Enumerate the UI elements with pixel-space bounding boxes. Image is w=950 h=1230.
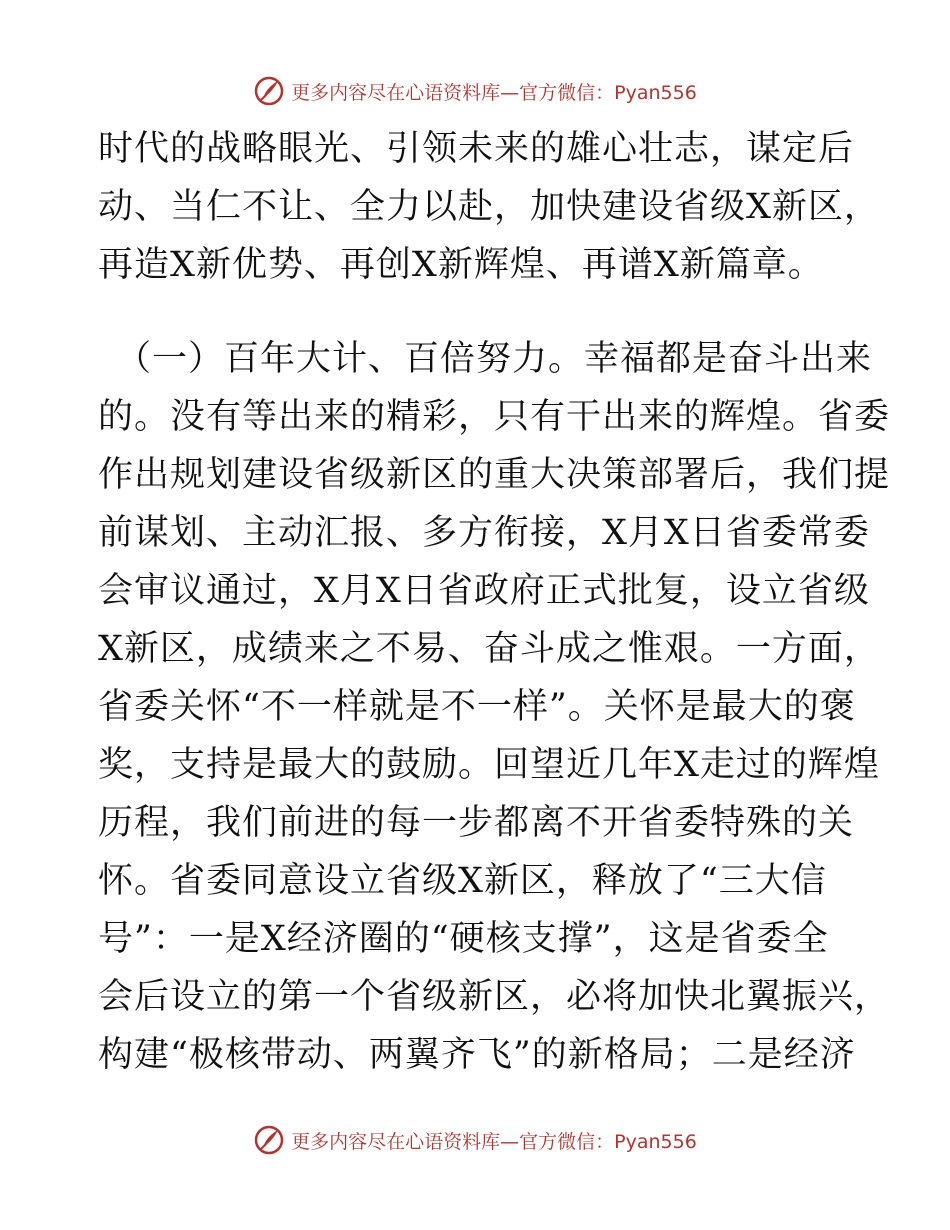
- feather-logo-icon: [253, 1124, 285, 1156]
- header-watermark: [0, 71, 950, 111]
- text-line: 作出规划建设省级新区的重大决策部署后，我们提: [98, 455, 891, 495]
- text-line: 会审议通过，X月X日省政府正式批复，设立省级: [98, 571, 870, 611]
- watermark-text: 更多内容尽在心语资料库—官方微信：Pyan556: [291, 1130, 697, 1153]
- text-line: 前谋划、主动汇报、多方衔接，X月X日省委常委: [98, 513, 870, 553]
- footer-watermark: [0, 1120, 950, 1160]
- watermark-text: 更多内容尽在心语资料库—官方微信：Pyan556: [291, 81, 697, 104]
- text-line: 会后设立的第一个省级新区，必将加快北翼振兴，: [98, 977, 891, 1017]
- text-line: 的。没有等出来的精彩，只有干出来的辉煌。省委: [98, 397, 891, 437]
- text-line: 奖，支持是最大的鼓励。回望近几年X走过的辉煌: [98, 745, 880, 785]
- section-heading-line: （一）百年大计、百倍努力。幸福都是奋斗出来: [116, 339, 873, 379]
- text-line: 动、当仁不让、全力以赴，加快建设省级X新区，: [98, 187, 880, 227]
- feather-logo-icon: [253, 75, 285, 107]
- text-line: 历程，我们前进的每一步都离不开省委特殊的关: [98, 803, 855, 843]
- text-line: 号”：一是X经济圈的“硬核支撑”，这是省委全: [98, 919, 829, 959]
- paragraph-intro: [98, 120, 880, 294]
- text-line: 时代的战略眼光、引领未来的雄心壮志，谋定后: [98, 129, 855, 169]
- text-line: 省委关怀“不一样就是不一样”。关怀是最大的褒: [98, 687, 856, 727]
- document-body: [98, 120, 891, 1084]
- text-line: 再造X新优势、再创X新辉煌、再谱X新篇章。: [98, 245, 824, 285]
- text-line: 构建“极核带动、两翼齐飞”的新格局；二是经济: [98, 1035, 856, 1075]
- text-line: 怀。省委同意设立省级X新区，释放了“三大信: [98, 861, 827, 901]
- text-line: X新区，成绩来之不易、奋斗成之惟艰。一方面，: [98, 629, 880, 669]
- paragraph-section-1: [98, 330, 891, 1084]
